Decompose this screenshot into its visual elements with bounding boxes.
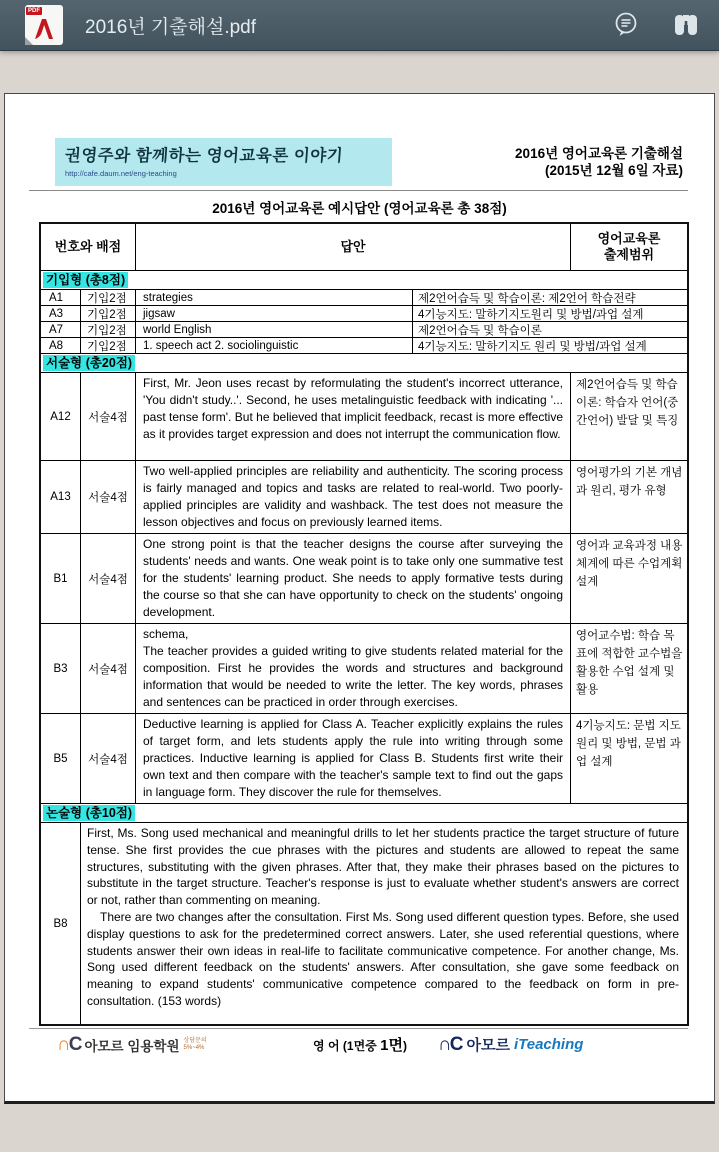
section-row-desc — [41, 353, 687, 372]
table-row: A3 기입2점 jigsaw 4기능지도: 말하기지도원리 및 방법/과업 설계 — [41, 305, 687, 321]
comments-icon[interactable] — [611, 10, 641, 40]
search-binoculars-icon[interactable] — [671, 10, 701, 40]
answer-table — [39, 222, 689, 1026]
page-fold-decoration — [25, 37, 33, 45]
academy-logo-name: 아모르 임용학원 — [84, 1038, 180, 1054]
academy-logo — [57, 1035, 282, 1055]
table-row: A7 기입2점 world English 제2언어습득 및 학습이론 — [41, 321, 687, 337]
section-label-desc: 서술형 (총20점) — [43, 355, 135, 371]
app-bar — [0, 0, 719, 51]
answer-body: The teacher provides a guided writing to give students related material for the composition. First he provides the words and structures and background information that would be needed to write the letter. The key words, phrases and sentences can be practiced in order through exercises. — [143, 644, 563, 709]
cafe-logo-box — [55, 138, 392, 186]
table-row: A8 기입2점 1. speech act 2. sociolinguistic 4기능지도: 말하기지도 원리 및 방법/과업 설계 — [41, 337, 687, 353]
col-header-answer: 답안 — [136, 224, 571, 270]
iteaching-logo-mark-icon: ∩C — [438, 1034, 462, 1055]
document-title: 2016년 기출해설.pdf — [85, 16, 257, 38]
page-number-text: 영 어 (1면중 1면) — [313, 1037, 407, 1054]
pdf-page[interactable] — [4, 93, 715, 1104]
essay-paragraph-2: There are two changes after the consultation. First Ms. Song used different question types. Before, she used display questions to ask for the predetermined correct answers. Later, she used referential questions, where students answer their own ideas in real-life to facilitate communicative competence. For another change, Ms. Song used different feedback on the students' answers. After consultation, she gave some feedback on meaning to expand students' communicative competence compared to the feedback on form in pre-consultation. (153 words) — [87, 909, 679, 1008]
section-row-fill — [41, 270, 687, 289]
adobe-logo-icon — [32, 15, 56, 41]
footer-divider — [29, 1028, 688, 1029]
table-row: A13 서술4점 Two well-applied principles are reliability and authenticity. The scoring process is fairly managed and topics and tasks are related to real-world. Two poorly-applied principles are validity and washback. The test does not measure the lesson objectives and focus on previously learned items. 영어평가의 기본 개념과 원리, 평가 유형 — [41, 460, 687, 533]
table-header-row — [41, 224, 687, 270]
page-footer — [5, 1034, 714, 1055]
adobe-pdf-file-icon — [25, 5, 63, 45]
col-header-scope: 영어교육론 출제범위 — [597, 231, 661, 262]
academy-logo-mark-icon: ∩C — [57, 1034, 81, 1055]
header-divider — [29, 190, 688, 191]
essay-paragraph-1: First, Ms. Song used mechanical and meaningful drills to let her students practice the target structure of future tense. She first provides the cue phrases with the pictures and students are allowed to repeat the same structures, substituting with the given phrases. After that, they make their phrases based on the pictures to substitute in the target structure. Teacher's response is just to evaluate whether student's answers are correct or not, rather than commenting on meaning. — [87, 826, 679, 908]
cafe-logo-title: 권영주와 함께하는 영어교육론 이야기 — [64, 147, 344, 165]
section-label-essay: 논술형 (총10점) — [43, 805, 135, 821]
pdf-badge: PDF — [28, 8, 40, 14]
page-number-current: 1면 — [380, 1037, 403, 1054]
table-row: B8 First, Ms. Song used mechanical and meaningful drills to let her students practice the target structure of future tense. She first provides the cue phrases with the pictures and students are allowed to repeat the same structures, substituting with the given phrases. After that, they make their phrases based on the pictures to substitute in the target structure. Teacher's response is just to evaluate whether student's answers are correct or not, rather than commenting on meaning. There are two changes after the consultation. First Ms. Song used different question types. Before, she used display questions to ask for the predetermined correct answers. Later, she used referential questions, where students answer their own ideas in real-life to facilitate communicative competence. For another change, Ms. Song used different feedback on the students' answers. After consultation, she gave some feedback on meaning to expand students' communicative competence compared to the feedback on form in pre-consultation. (153 words) — [41, 822, 687, 1024]
iteaching-logo-brand: iTeaching — [513, 1036, 584, 1053]
col-header-number: 번호와 배점 — [41, 224, 136, 270]
answer-prefix: schema, — [143, 627, 189, 641]
cafe-logo-url: http://cafe.daum.net/eng-teaching — [65, 169, 177, 178]
section-label-fill: 기입형 (총8점) — [43, 272, 128, 288]
header-right-line1: 2016년 영어교육론 기출해설 — [515, 146, 683, 161]
table-row: B5 서술4점 Deductive learning is applied for Class A. Teacher explicitly explains the rules of target form, and lets students apply the rule into writing through some practices. Inductive learning is applied for Class B. Students first write their own text and then compare with the teacher's sample text to find out the gaps in language form. They discover the rule for themselves. 4기능지도: 문법 지도원리 및 방법, 문법 과업 설계 — [41, 713, 687, 803]
table-row: A12 서술4점 First, Mr. Jeon uses recast by reformulating the student's incorrect utterance, 'You didn't study..'. Second, he uses metalinguistic feedback with indicating '... past tense form'. But he believed that implicit feedback, recast is more effective as it provides target expression and does not interrupt the communication flow. 제2언어습득 및 학습이론: 학습자 언어(중간언어) 발달 및 특징 — [41, 372, 687, 460]
table-row: B3 서술4점 schema, The teacher provides a guided writing to give students related material for the composition. First he provides the words and structures and background information that would be needed to write the letter. The key words, phrases and sentences can be practiced in order through exercises. 영어교수법: 학습 목표에 적합한 교수법을 활용한 수업 설계 및 활용 — [41, 623, 687, 713]
page-title: 2016년 영어교육론 예시답안 (영어교육론 총 38점) — [212, 201, 507, 216]
section-row-essay — [41, 803, 687, 822]
iteaching-logo-name: 아모르 — [466, 1037, 510, 1054]
header-right-line2: (2015년 12월 6일 자료) — [544, 163, 683, 178]
header-right-text — [515, 145, 683, 179]
app-bar-actions — [611, 10, 701, 40]
table-row: B1 서술4점 One strong point is that the teacher designs the course after surveying the students' needs and wants. One weak point is to take only one summative test for the students' learning product. She needs to apply formative tests during the course so that she can have opportunity to check on the students' ongoing development. 영어과 교육과정 내용체계에 따른 수업계획 설계 — [41, 533, 687, 623]
academy-logo-smalltext: 상담문의 5%~4% — [183, 1037, 207, 1051]
iteaching-logo — [438, 1034, 658, 1055]
table-row: A1 기입2점 strategies 제2언어습득 및 학습이론: 제2언어 학습전략 — [41, 289, 687, 305]
